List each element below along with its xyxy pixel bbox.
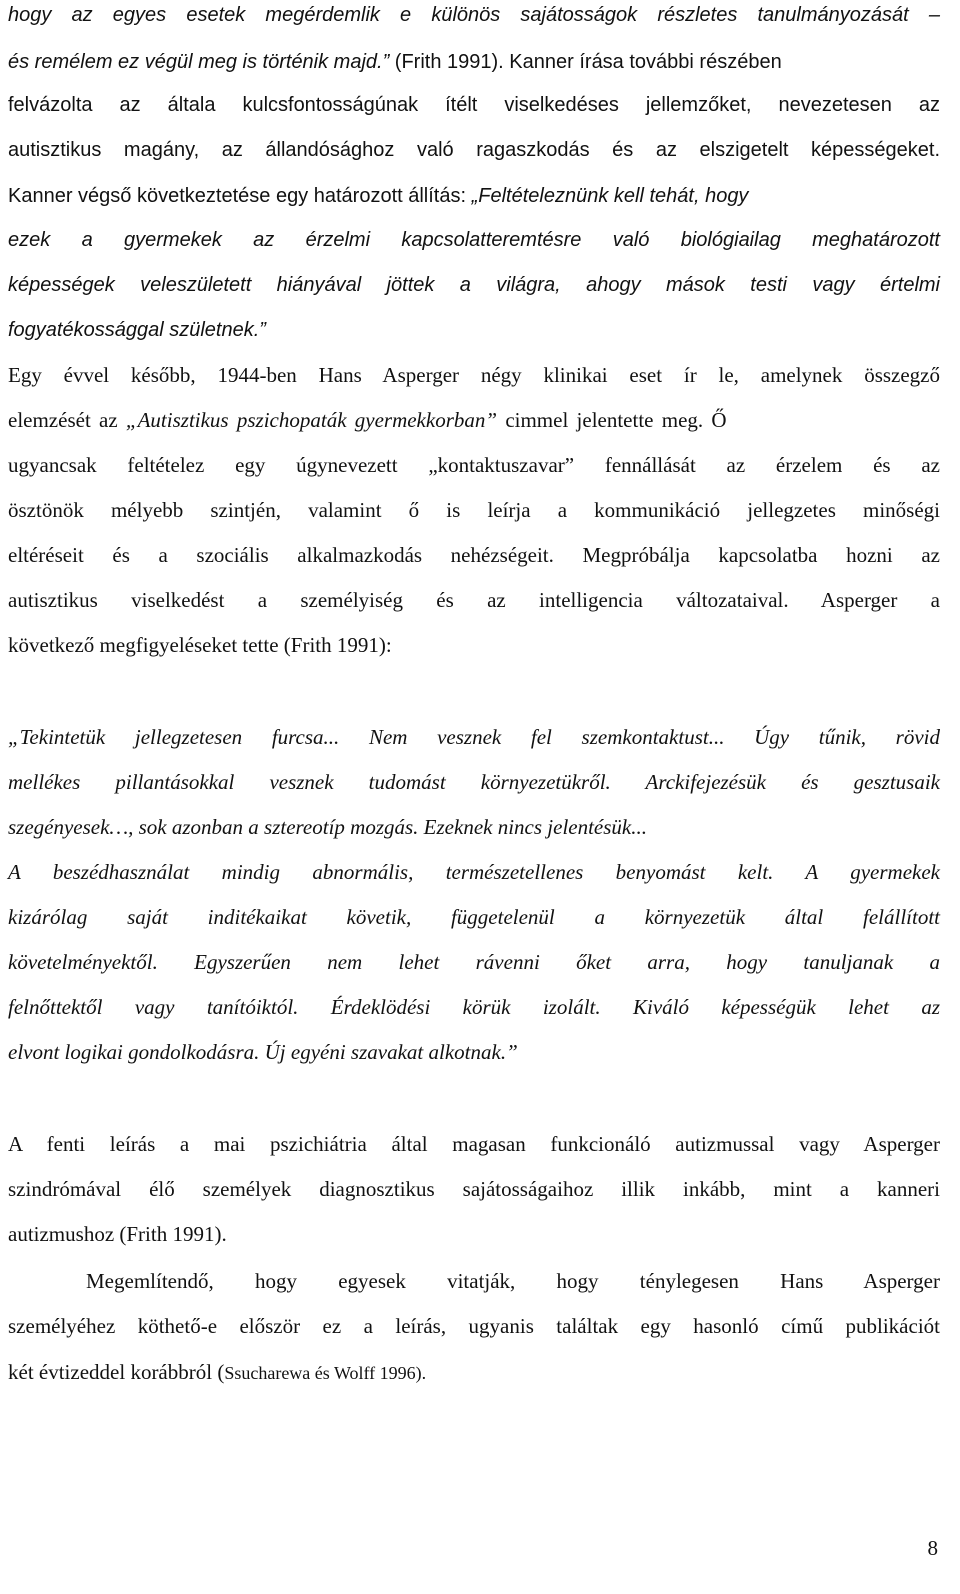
- text-fragment: Kanner végső következtetése egy határozott állítás:: [8, 185, 472, 207]
- text-fragment: elemzését az: [8, 408, 126, 432]
- text-line: személyéhez köthető-e először ez a leírás, ugyanis találtak egy hasonló című publikációt: [8, 1314, 940, 1338]
- text-line: [8, 180, 940, 210]
- text-line: fogyatékossággal születnek.”: [8, 319, 266, 341]
- quote-line: követelményektől. Egyszerűen nem lehet rávenni őket arra, hogy tanuljanak a: [8, 950, 940, 974]
- text-line: ugyancsak feltételez egy úgynevezett „kontaktuszavar” fennállását az érzelem és az: [8, 453, 940, 477]
- quote-fragment: és remélem ez végül meg is történik majd.”: [8, 51, 390, 73]
- title-fragment: „Autisztikus pszichopaták gyermekkorban”: [125, 408, 498, 432]
- text-line: hogy az egyes esetek megérdemlik e különös sajátosságok részletes tanulmányozását –: [8, 4, 940, 26]
- text-line: ezek a gyermekek az érzelmi kapcsolatteremtésre való biológiailag meghatározott: [8, 229, 940, 251]
- text-fragment: cimmel jelentette meg. Ő: [497, 408, 727, 432]
- quote-line: mellékes pillantásokkal vesznek tudomást környezetükről. Arckifejezésük és gesztusaik: [8, 770, 940, 794]
- text-line: A fenti leírás a mai pszichiátria által magasan funkcionáló autizmussal vagy Asperger: [8, 1132, 940, 1156]
- text-fragment: két évtizeddel korábbról (: [8, 1360, 225, 1384]
- quote-line: A beszédhasználat mindig abnormális, természetellenes benyomást kelt. A gyermekek: [8, 860, 940, 884]
- text-line: felvázolta az általa kulcsfontosságúnak ítélt viselkedéses jellemzőket, nevezetesen az: [8, 94, 940, 116]
- citation: Ssucharewa és Wolff 1996).: [224, 1363, 427, 1383]
- text-fragment: Kanner írása további részében: [509, 51, 782, 73]
- quote-line: elvont logikai gondolkodásra. Új egyéni szavakat alkotnak.”: [8, 1040, 518, 1064]
- quote-line: szegényesek…, sok azonban a sztereotíp mozgás. Ezeknek nincs jelentésük...: [8, 815, 647, 839]
- quote-line: kizárólag saját inditékaikat követik, függetelenül a környezetük által felállított: [8, 905, 940, 929]
- text-line: eltéréseit és a szociális alkalmazkodás nehézségeit. Megpróbálja kapcsolatba hozni az: [8, 543, 940, 567]
- text-line: ösztönök mélyebb szintjén, valamint ő is leírja a kommunikáció jellegzetes minőségi: [8, 498, 940, 522]
- quote-line: „Tekintetük jellegzetesen furcsa... Nem vesznek fel szemkontaktust... Úgy tűnik, rövid: [8, 725, 940, 749]
- text-line: autisztikus magány, az állandósághoz való ragaszkodás és az elszigetelt képességeket.: [8, 139, 940, 161]
- text-line: autizmushoz (Frith 1991).: [8, 1222, 227, 1246]
- text-line: következő megfigyeléseket tette (Frith 1991):: [8, 633, 392, 657]
- text-line: Megemlítendő, hogy egyesek vitatják, hogy ténylegesen Hans Asperger: [86, 1269, 940, 1293]
- text-line: [8, 1357, 940, 1387]
- quote-fragment: „Feltételeznünk kell tehát, hogy: [471, 185, 749, 207]
- text-line: autisztikus viselkedést a személyiség és az intelligencia változataival. Asperger a: [8, 588, 940, 612]
- text-line: [8, 46, 940, 76]
- citation: (Frith 1991).: [389, 51, 510, 73]
- text-line: [8, 405, 940, 435]
- quote-line: felnőttektől vagy tanítóiktól. Érdeklödési körük izolált. Kiváló képességük lehet az: [8, 995, 940, 1019]
- text-line: Egy évvel később, 1944-ben Hans Asperger négy klinikai eset ír le, amelynek összegző: [8, 363, 940, 387]
- text-line: szindrómával élő személyek diagnosztikus sajátosságaihoz illik inkább, mint a kanneri: [8, 1177, 940, 1201]
- text-line: képességek veleszületett hiányával jöttek a világra, ahogy mások testi vagy értelmi: [8, 274, 940, 296]
- page-number: 8: [927, 1536, 938, 1560]
